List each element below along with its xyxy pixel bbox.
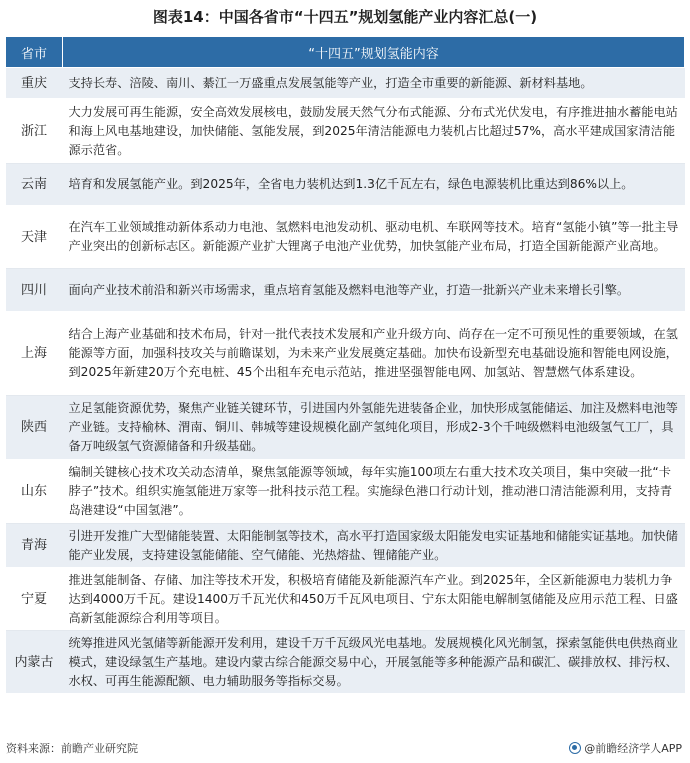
brand-credit [569,740,682,756]
province-cell: 四川 [6,269,63,312]
content-cell: 结合上海产业基础和技术布局，针对一批代表技术发展和产业升级方向、尚存在一定不可预见性的重要领域，在氢能源等方面，加强科技攻关与前瞻谋划，为未来产业发展奠定基础。加快布设新型充电基础设施和智能电网设施，到2025年新建20万个充电桩、45个出租车充电示范站，推进坚强智能电网、加氢站、智慧燃气体系建设。 [63,312,685,396]
table-row [6,164,685,206]
province-cell: 陕西 [6,396,63,460]
content-cell: 大力发展可再生能源，安全高效发展核电，鼓励发展天然气分布式能源、分布式光伏发电，有序推进抽水蓄能电站和海上风电基地建设，加快储能、氢能发展，到2025年清洁能源电力装机占比超过57%，高水平建成国家清洁能源示范省。 [63,99,685,164]
table-row [6,396,685,460]
content-cell: 支持长寿、涪陵、南川、綦江一万盛重点发展氢能等产业，打造全市重要的新能源、新材料基地。 [63,68,685,99]
table-row [6,460,685,524]
footer [6,738,682,758]
province-cell: 重庆 [6,68,63,99]
table-row [6,631,685,694]
content-cell: 编制关键核心技术攻关动态清单，聚焦氢能源等领域，每年实施100项左右重大技术攻关项目，集中突破一批“卡脖子”技术。组织实施氢能进万家等一批科技示范工程。实施绿色港口行动计划，推动港口清洁能源利用，支持青岛港建设“中国氢港”。 [63,460,685,524]
hydrogen-plan-table [5,36,685,694]
content-cell: 立足氢能资源优势，聚焦产业链关键环节，引进国内外氢能先进装备企业，加快形成氢能储运、加注及燃料电池等产业链。支持榆林、渭南、铜川、韩城等建设规模化副产氢纯化项目，形成2-3个千吨级燃料电池级氢气工厂，具备万吨级氢气资源储备和升级基础。 [63,396,685,460]
brand-label: @前瞻经济学人APP [584,742,682,755]
province-cell: 天津 [6,206,63,269]
province-cell: 山东 [6,460,63,524]
province-cell: 云南 [6,164,63,206]
table-row [6,68,685,99]
column-header-content: “十四五”规划氢能内容 [63,37,685,68]
table-row [6,206,685,269]
table-row [6,568,685,631]
content-cell: 推进氢能制备、存储、加注等技术开发，积极培育储能及新能源汽车产业。到2025年，全区新能源电力装机力争达到4000万千瓦。建设1400万千瓦光伏和450万千瓦风电项目、宁东太阳能电解制氢储能及应用示范工程、日盛高新氢能源综合利用等项目。 [63,568,685,631]
content-cell: 面向产业技术前沿和新兴市场需求，重点培育氢能及燃料电池等产业，打造一批新兴产业未来增长引擎。 [63,269,685,312]
content-cell: 培育和发展氢能产业。到2025年，全省电力装机达到1.3亿千瓦左右，绿色电源装机比重达到86%以上。 [63,164,685,206]
province-cell: 上海 [6,312,63,396]
content-cell: 在汽车工业领域推动新体系动力电池、氢燃料电池发动机、驱动电机、车联网等技术。培育“氢能小镇”等一批主导产业突出的创新标志区。新能源产业扩大锂离子电池产业优势，加快氢能产业布局，打造全国新能源产业高地。 [63,206,685,269]
province-cell: 浙江 [6,99,63,164]
page-title: 图表14：中国各省市“十四五”规划氢能产业内容汇总(一) [152,8,538,26]
province-cell: 青海 [6,524,63,568]
table-row [6,524,685,568]
province-cell: 内蒙古 [6,631,63,694]
table-header-row [6,37,685,68]
content-cell: 引进开发推广大型储能装置、太阳能制氢等技术，高水平打造国家级太阳能发电实证基地和储能实证基地。加快储能产业发展，支持建设氢能储能、空气储能、光热熔盐、锂储能产业。 [63,524,685,568]
province-cell: 宁夏 [6,568,63,631]
table-row [6,269,685,312]
content-cell: 统筹推进风光氢储等新能源开发利用，建设千万千瓦级风光电基地。发展规模化风光制氢，探索氢能供电供热商业模式，建设绿氢生产基地。建设内蒙古综合能源交易中心，开展氢能等多种能源产品和碳汇、碳排放权、排污权、水权、可再生能源配额、电力辅助服务等指标交易。 [63,631,685,694]
source-note: 资料来源：前瞻产业研究院 [6,742,138,755]
table-row [6,99,685,164]
brand-logo-icon [569,742,581,754]
column-header-province: 省市 [6,37,63,68]
table-row [6,312,685,396]
